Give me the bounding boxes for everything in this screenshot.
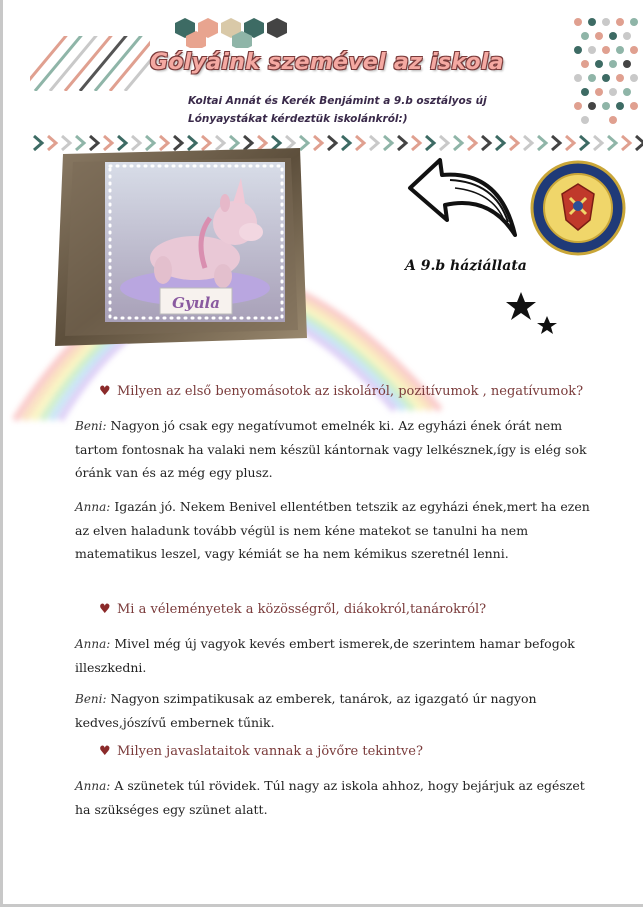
answer — [75, 495, 595, 565]
interview-content — [75, 383, 595, 821]
question: ♥ Mi a véleményetek a közösségről, diákokról,tanárokról? — [99, 602, 487, 617]
answer-text: Nagyon jó csak egy negatívumot emelnék ki. Az egyházi ének órát nem tartom fontosnak ha valaki nem készül kántornak vagy lelkésznek,így is elég sok óránk van és az még egy plusz. — [75, 418, 587, 480]
speaker-label: Anna: — [75, 637, 111, 651]
question: ♥ Milyen javaslataitok vannak a jövőre tekintve? — [99, 744, 423, 759]
decorative-hexagons — [170, 18, 290, 48]
name-tag-text: Gyula — [172, 294, 220, 312]
unicorn-photo — [55, 148, 310, 348]
star-icon — [506, 292, 536, 320]
answer — [75, 414, 595, 484]
answer — [75, 632, 595, 679]
answer-text: Mivel még új vagyok kevés embert ismerek,de szerintem hamar befogok illeszkedni. — [75, 636, 575, 675]
answer — [75, 774, 595, 821]
heart-bullet-icon: ♥ — [99, 602, 111, 617]
star-icon — [537, 316, 557, 334]
decorative-stripes — [30, 36, 150, 91]
page-left-edge — [0, 0, 3, 907]
header-banner — [20, 6, 640, 151]
pet-caption: A 9.b háziállata — [405, 258, 527, 274]
heart-bullet-icon: ♥ — [99, 384, 111, 399]
page-subtitle — [188, 92, 518, 128]
speaker-label: Beni: — [75, 692, 107, 706]
stars-decoration — [505, 290, 565, 340]
answer-text: Nagyon szimpatikusak az emberek, tanárok, az igazgató úr nagyon kedves,jószívű embernek tűnik. — [75, 691, 537, 730]
speaker-label: Anna: — [75, 500, 111, 514]
school-seal-icon — [528, 158, 628, 258]
answer-text: Igazán jó. Nekem Benivel ellentétben tetszik az egyházi ének,mert ha ezen az elven haladunk tovább végül is nem kéne matekot se tanulni ha nem matematikus leszel, vagy kémiát se ha nem kémikus szeretnél lenni. — [75, 499, 590, 561]
speaker-label: Beni: — [75, 419, 107, 433]
heart-bullet-icon: ♥ — [99, 744, 111, 759]
subtitle-line-2: Lónyaystákat kérdeztük iskolánkról:) — [188, 113, 408, 125]
answer — [75, 687, 595, 734]
answer-text: A szünetek túl rövidek. Túl nagy az iskola ahhoz, hogy bejárjuk az egészet ha szükséges egy szünet alatt. — [75, 778, 585, 817]
page-title: Gólyáink szemével az iskola — [150, 50, 504, 75]
curved-arrow-icon — [400, 150, 525, 250]
speaker-label: Anna: — [75, 779, 111, 793]
decorative-dots — [570, 14, 640, 126]
subtitle-line-1: Koltai Annát és Kerék Benjámint a 9.b osztályos új — [188, 95, 487, 107]
question: ♥ Milyen az első benyomásotok az iskoláról, pozitívumok , negatívumok? — [99, 384, 584, 399]
